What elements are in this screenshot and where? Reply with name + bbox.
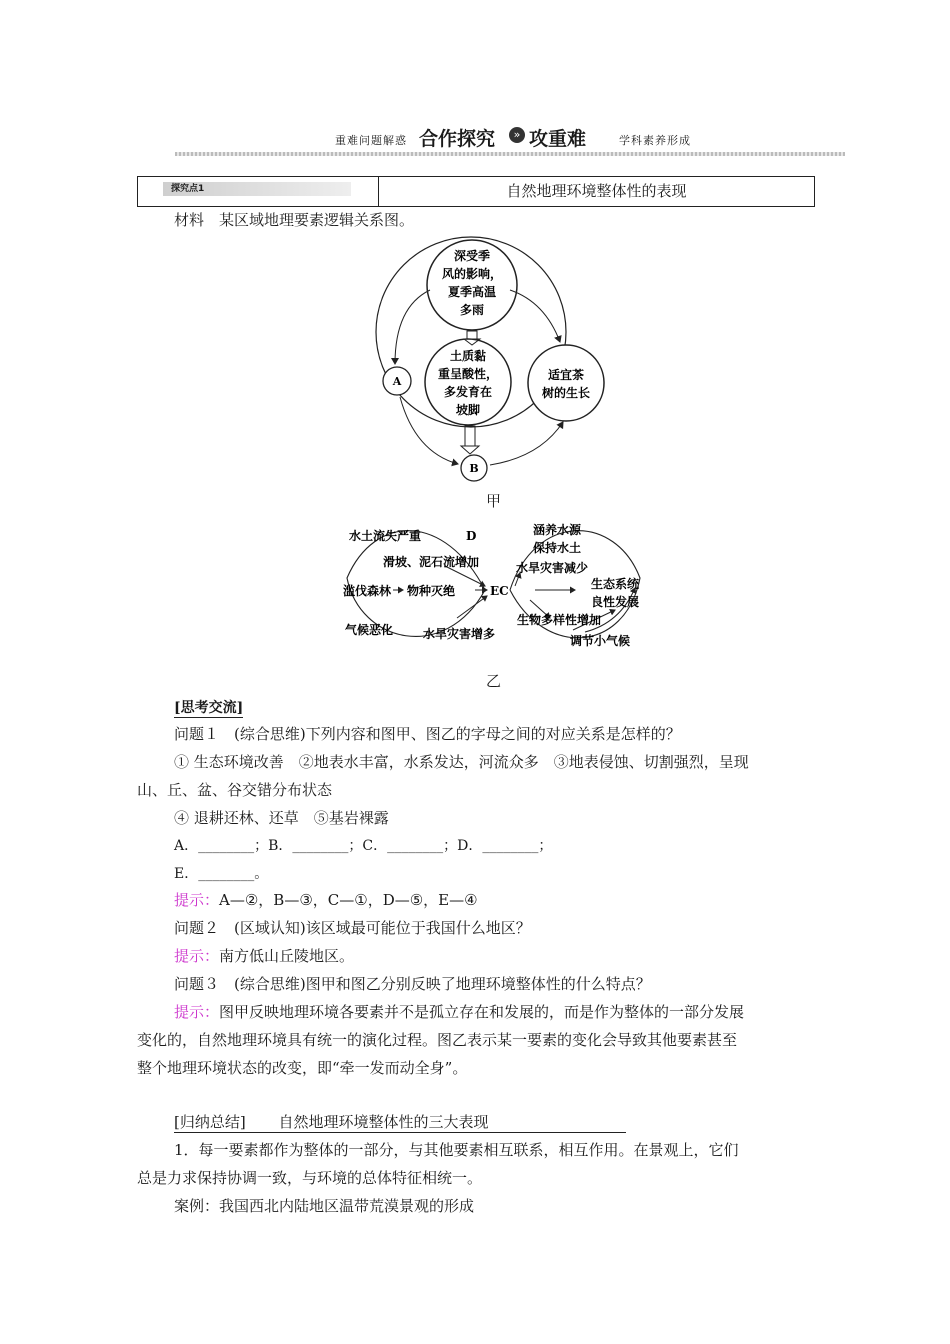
material-intro: 材料 某区域地理要素逻辑关系图。 <box>174 211 415 229</box>
banner-title-part2: 攻重难 <box>529 128 587 150</box>
section-header-table <box>137 176 815 207</box>
section-title: 自然地理环境整体性的表现 <box>506 182 687 200</box>
q1-options-line3: ④ 退耕还林、还草 ⑤基岩裸露 <box>174 809 389 827</box>
climate-line4: 多雨 <box>459 303 485 317</box>
q3-text: 问题３ (综合思维)图甲和图乙分别反映了地理环境整体性的什么特点？ <box>174 975 651 993</box>
q1-hint-text: A—②，B—③，C—①，D—⑤，E—④ <box>219 891 478 909</box>
climate-line1: 深受季 <box>453 249 491 263</box>
hint-label: 提示： <box>174 891 220 909</box>
deforestation-label: 滥伐森林 <box>343 584 392 598</box>
eco-line2: 良性发展 <box>591 595 640 609</box>
caption-jia: 甲 <box>486 492 502 510</box>
climate-worse-label: 气候恶化 <box>345 623 394 637</box>
climate-line3: 夏季高温 <box>447 285 497 299</box>
microclimate-label: 调节小气候 <box>570 634 631 648</box>
diagram-yi <box>335 518 655 663</box>
node-a-label: A <box>392 375 402 388</box>
banner-title-part1: 合作探究 <box>419 128 496 150</box>
q2-hint-text: 南方低山丘陵地区。 <box>219 947 355 965</box>
tea-node <box>528 345 604 421</box>
q1-hint <box>174 890 478 910</box>
q2-text: 问题２ (区域认知)该区域最可能位于我国什么地区？ <box>174 919 531 937</box>
point1-line1: 1．每一要素都作为整体的一部分，与其他要素相互联系，相互作用。在景观上，它们 <box>174 1141 739 1159</box>
water-conservation-label: 涵养水源 <box>533 523 582 537</box>
soil-conservation-label: 保持水土 <box>533 541 582 555</box>
diagram-jia <box>370 232 620 482</box>
biodiversity-label: 生物多样性增加 <box>517 613 602 627</box>
q1-blanks-line1: A．________；B．________；C．________；D．________； <box>174 838 553 854</box>
q3-hint-line1 <box>174 1002 744 1022</box>
hint-label: 提示： <box>174 947 220 965</box>
section-tag: 探究点1 <box>163 182 351 196</box>
soil-line4: 坡脚 <box>455 403 481 417</box>
q1-text: 问题１ (综合思维)下列内容和图甲、图乙的字母之间的对应关系是怎样的？ <box>174 725 681 743</box>
landslide-label: 滑坡、泥石流增加 <box>383 555 480 569</box>
point1-case: 案例：我国西北内陆地区温带荒漠景观的形成 <box>174 1197 475 1215</box>
q1-blanks-line2: E．________。 <box>174 866 269 882</box>
eco-line1: 生态系统 <box>591 577 640 591</box>
banner-left-label: 重难问题解惑 <box>335 134 407 147</box>
summary-label: [归纳总结] <box>174 1113 246 1131</box>
soil-line3: 多发育在 <box>443 385 493 399</box>
chevron-icon: » <box>509 127 525 143</box>
tea-line2: 树的生长 <box>541 386 591 400</box>
climate-line2: 风的影响， <box>441 267 503 281</box>
ec-label: EC <box>490 584 509 598</box>
q1-options-line2: 山、丘、盆、谷交错分布状态 <box>137 781 333 799</box>
caption-yi: 乙 <box>486 672 502 690</box>
section-banner <box>175 128 845 162</box>
hint-label: 提示： <box>174 1003 220 1021</box>
erosion-label: 水土流失严重 <box>349 529 422 543</box>
soil-line2: 重呈酸性， <box>437 367 499 381</box>
node-b-label: B <box>469 462 479 475</box>
banner-right-label: 学科素养形成 <box>619 134 691 147</box>
q1-options-line1: ① 生态环境改善 ②地表水丰富，水系发达，河流众多 ③地表侵蚀、切割强烈，呈现 <box>174 753 749 771</box>
point1-line2: 总是力求保持协调一致，与环境的总体特征相统一。 <box>137 1169 483 1187</box>
q3-hint-line2: 变化的，自然地理环境具有统一的演化过程。图乙表示某一要素的变化会导致其他要素甚至 <box>137 1031 738 1049</box>
think-label: [思考交流] <box>174 697 243 718</box>
down-arrow-icon <box>465 426 475 446</box>
d-label: D <box>466 529 477 543</box>
down-arrow-icon <box>467 331 477 339</box>
banner-divider <box>175 152 845 156</box>
summary-heading <box>174 1112 626 1133</box>
q3-hint-line3: 整个地理环境状态的改变，即“牵一发而动全身”。 <box>137 1059 468 1077</box>
disaster-less-label: 水旱灾害减少 <box>516 561 589 575</box>
q2-hint <box>174 946 354 966</box>
extinction-label: 物种灭绝 <box>407 584 456 598</box>
tea-line1: 适宜茶 <box>547 368 585 382</box>
disaster-more-label: 水旱灾害增多 <box>423 627 496 641</box>
summary-title: 自然地理环境整体性的三大表现 <box>278 1113 489 1131</box>
q3-hint-text1: 图甲反映地理环境各要素并不是孤立存在和发展的，而是作为整体的一部分发展 <box>219 1003 745 1021</box>
soil-line1: 土质黏 <box>449 349 487 363</box>
